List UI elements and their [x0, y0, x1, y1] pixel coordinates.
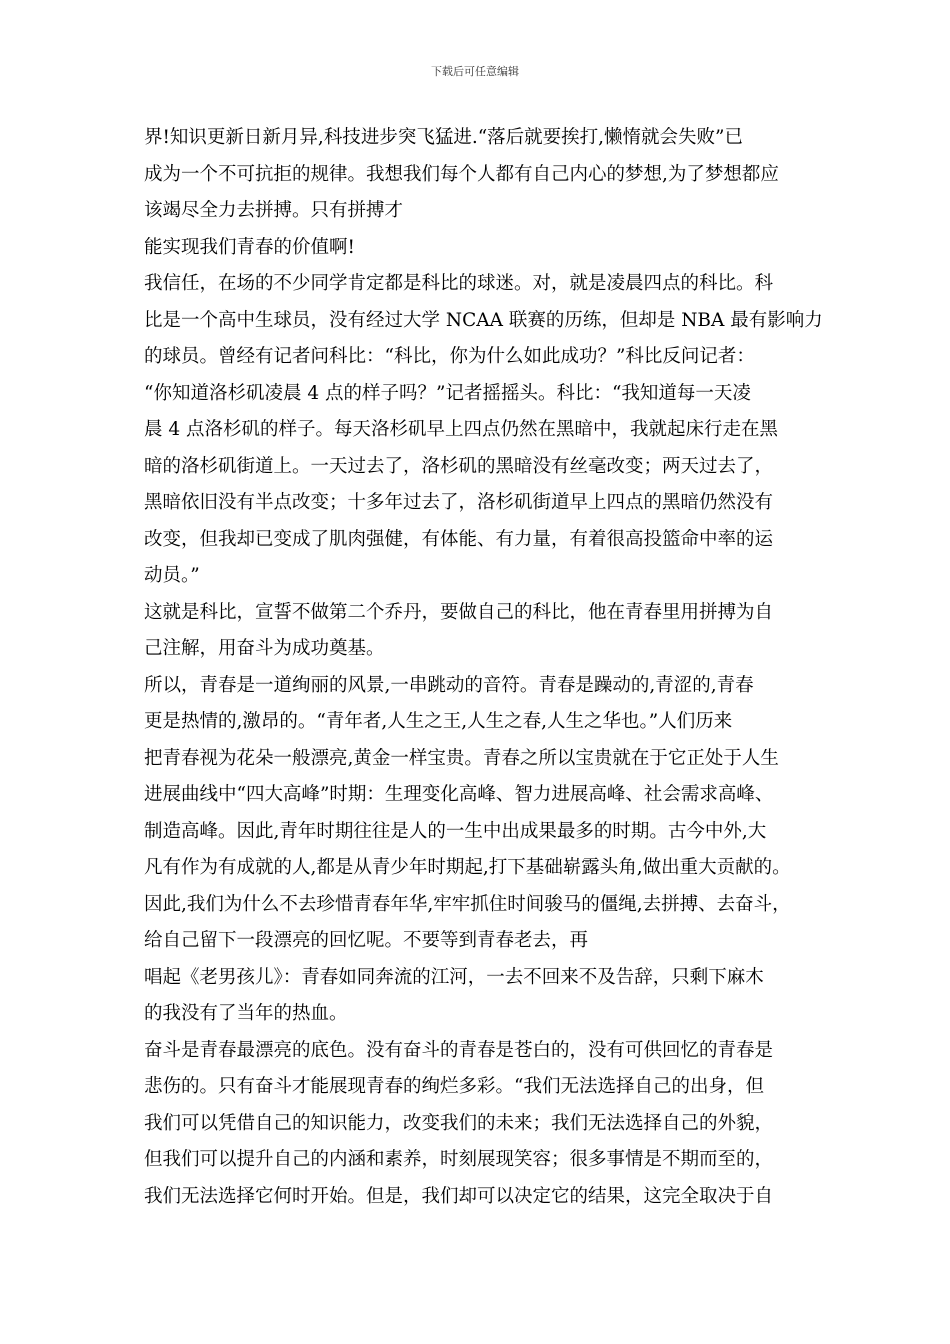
text-line: 制造高峰。因此,青年时期往往是人的一生中出成果最多的时期。古今中外,大	[144, 820, 767, 842]
text-line: 给自己留下一段漂亮的回忆呢。不要等到青春老去，再	[144, 930, 589, 951]
text-line: 的球员。曾经有记者问科比：“科比，你为什么如此成功？”科比反问记者：	[144, 346, 755, 367]
text-line: 但我们可以提升自己的内涵和素养，时刻展现笑容；很多事情是不期而至的，	[144, 1149, 774, 1170]
text-line: 成为一个不可抗拒的规律。我想我们每个人都有自己内心的梦想,为了梦想都应	[144, 163, 779, 185]
text-line: 己注解，用奋斗为成功奠基。	[144, 638, 385, 659]
text-line: 我信任，在场的不少同学肯定都是科比的球迷。对，就是凌晨四点的科比。科	[144, 273, 774, 294]
text-line: 该竭尽全力去拼搏。只有拼搏才	[144, 200, 404, 221]
document-body	[144, 120, 823, 1215]
text-line: 奋斗是青春最漂亮的底色。没有奋斗的青春是苍白的，没有可供回忆的青春是	[144, 1039, 774, 1061]
text-line: 暗的洛杉矶街道上。一天过去了，洛杉矶的黑暗没有丝毫改变；两天过去了，	[144, 455, 774, 477]
text-line: 所以，青春是一道绚丽的风景,一串跳动的音符。青春是躁动的,青涩的,青春	[144, 674, 754, 696]
text-line: 凡有作为有成就的人,都是从青少年时期起,打下基础崭露头角,做出重大贡献的。	[144, 857, 791, 878]
text-line: “你知道洛杉矶凌晨 4 点的样子吗？”记者摇摇头。科比：“我知道每一天凌	[144, 382, 751, 404]
text-line: 这就是科比，宣誓不做第二个乔丹，要做自己的科比，他在青春里用拼搏为自	[144, 601, 774, 623]
text-line: 我们无法选择它何时开始。但是，我们却可以决定它的结果，这完全取决于自	[144, 1185, 774, 1207]
text-line: 能实现我们青春的价值啊!	[144, 236, 355, 258]
text-line: 我们可以凭借自己的知识能力，改变我们的未来；我们无法选择自己的外貌，	[144, 1112, 774, 1134]
text-line: 改变，但我却已变成了肌肉强健，有体能、有力量，有着很高投篮命中率的运	[144, 528, 774, 550]
text-line: 更是热情的,激昂的。“青年者,人生之王,人生之春,人生之华也。”人们历来	[144, 711, 733, 732]
text-line: 悲伤的。只有奋斗才能展现青春的绚烂多彩。“我们无法选择自己的出身，但	[144, 1076, 764, 1097]
text-line: 晨 4 点洛杉矶的样子。每天洛杉矶早上四点仍然在黑暗中，我就起床行走在黑	[144, 419, 779, 440]
page-header: 下载后可任意编辑	[431, 65, 519, 78]
text-line: 因此,我们为什么不去珍惜青春年华,牢牢抓住时间骏马的僵绳,去拼搏、去奋斗，	[144, 893, 791, 915]
text-line: 唱起《老男孩儿》：青春如同奔流的江河，一去不回来不及告辞，只剩下麻木	[144, 966, 764, 988]
text-line: 进展曲线中“四大高峰”时期：生理变化高峰、智力进展高峰、社会需求高峰、	[144, 784, 774, 805]
text-line: 比是一个高中生球员，没有经过大学 NCAA 联赛的历练，但却是 NBA 最有影响力	[144, 309, 823, 331]
text-line: 的我没有了当年的热血。	[144, 1003, 348, 1024]
text-line: 动员。”	[144, 565, 200, 586]
text-line: 黑暗依旧没有半点改变；十多年过去了，洛杉矶街道早上四点的黑暗仍然没有	[144, 492, 774, 513]
text-line: 界!知识更新日新月异,科技进步突飞猛进.“落后就要挨打,懒惰就会失败”已	[144, 127, 743, 148]
text-line: 把青春视为花朵一般漂亮,黄金一样宝贵。青春之所以宝贵就在于它正处于人生	[144, 747, 779, 769]
